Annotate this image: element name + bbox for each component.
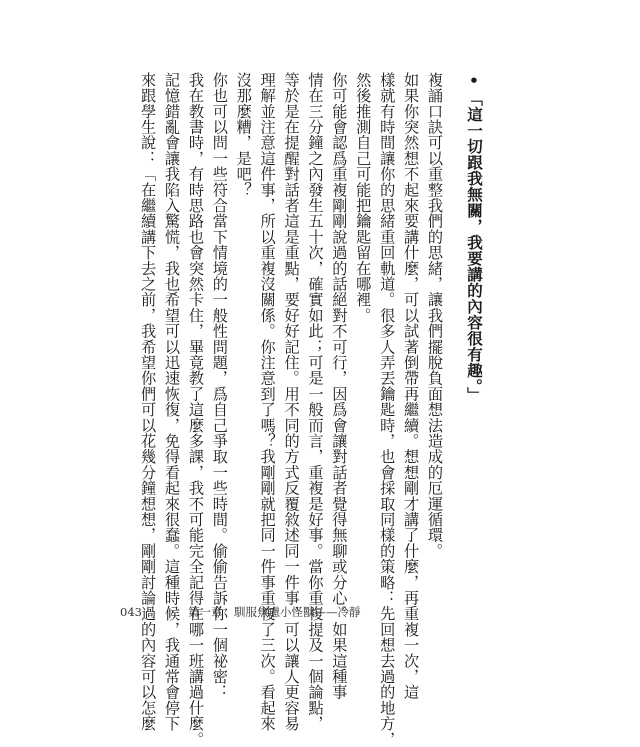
paragraph: 你可能會認爲重複剛剛說過的話絕對不可行，因爲會讓對話者覺得無聊或分心。如果這種事 xyxy=(330,72,349,700)
paragraph: 如果你突然想不起來要講什麼，可以試著倒帶再繼續。想想剛才講了什麼，再重複一次，這 xyxy=(402,72,421,700)
section-heading: •「這一切跟我無關，我要講的內容很有趣。」 xyxy=(465,72,483,403)
paragraph: 樣就有時間讓你的思緒重回軌道。很多人弄丟鑰匙時，也會採取同樣的策略：先回想去過的地方， xyxy=(378,72,397,747)
paragraph: 理解並注意這件事，所以重複沒關係。你注意到了嗎？我剛剛就把同一件事重複了三次。看起來 xyxy=(258,72,277,732)
page-number: 043 xyxy=(120,605,142,619)
paragraph: 等於是在提醒對話者這是重點，要好好記住。用不同的方式反覆敘述同一件事，可以讓人更容易 xyxy=(282,72,301,732)
paragraph: 然後推測自己可能把鑰匙留在哪裡。 xyxy=(354,72,373,324)
paragraph: 複誦口訣可以重整我們的思緒，讓我們擺脫負面想法造成的厄運循環。 xyxy=(426,72,444,559)
paragraph: 情在三分鐘之內發生五十次，確實如此；可是一般而言，重複是好事。當你重複提及一個論點， xyxy=(306,72,325,732)
running-head: 第一章 馴服焦慮小怪獸——冷靜 xyxy=(188,605,361,619)
paragraph: 記憶錯亂會讓我陷入驚慌，我也希望可以迅速恢復，免得看起來很蠢。這種時候，我通常會停下 xyxy=(163,72,182,732)
page-footer xyxy=(120,602,480,622)
paragraph: 你也可以問一些符合當下情境的一般性問題，爲自己爭取一些時間。偷偷告訴你一個祕密： xyxy=(210,72,229,700)
paragraph: 沒那麼糟，是吧？ xyxy=(234,72,253,198)
paragraph: 我在教書時，有時思路也會突然卡住，畢竟教了這麼多課，我不可能完全記得在哪一班講過什麼。 xyxy=(186,72,205,747)
paragraph: 來跟學生說：「在繼續講下去之前，我希望你們可以花幾分鐘想想，剛剛討論過的內容可以怎麼 xyxy=(139,72,158,732)
